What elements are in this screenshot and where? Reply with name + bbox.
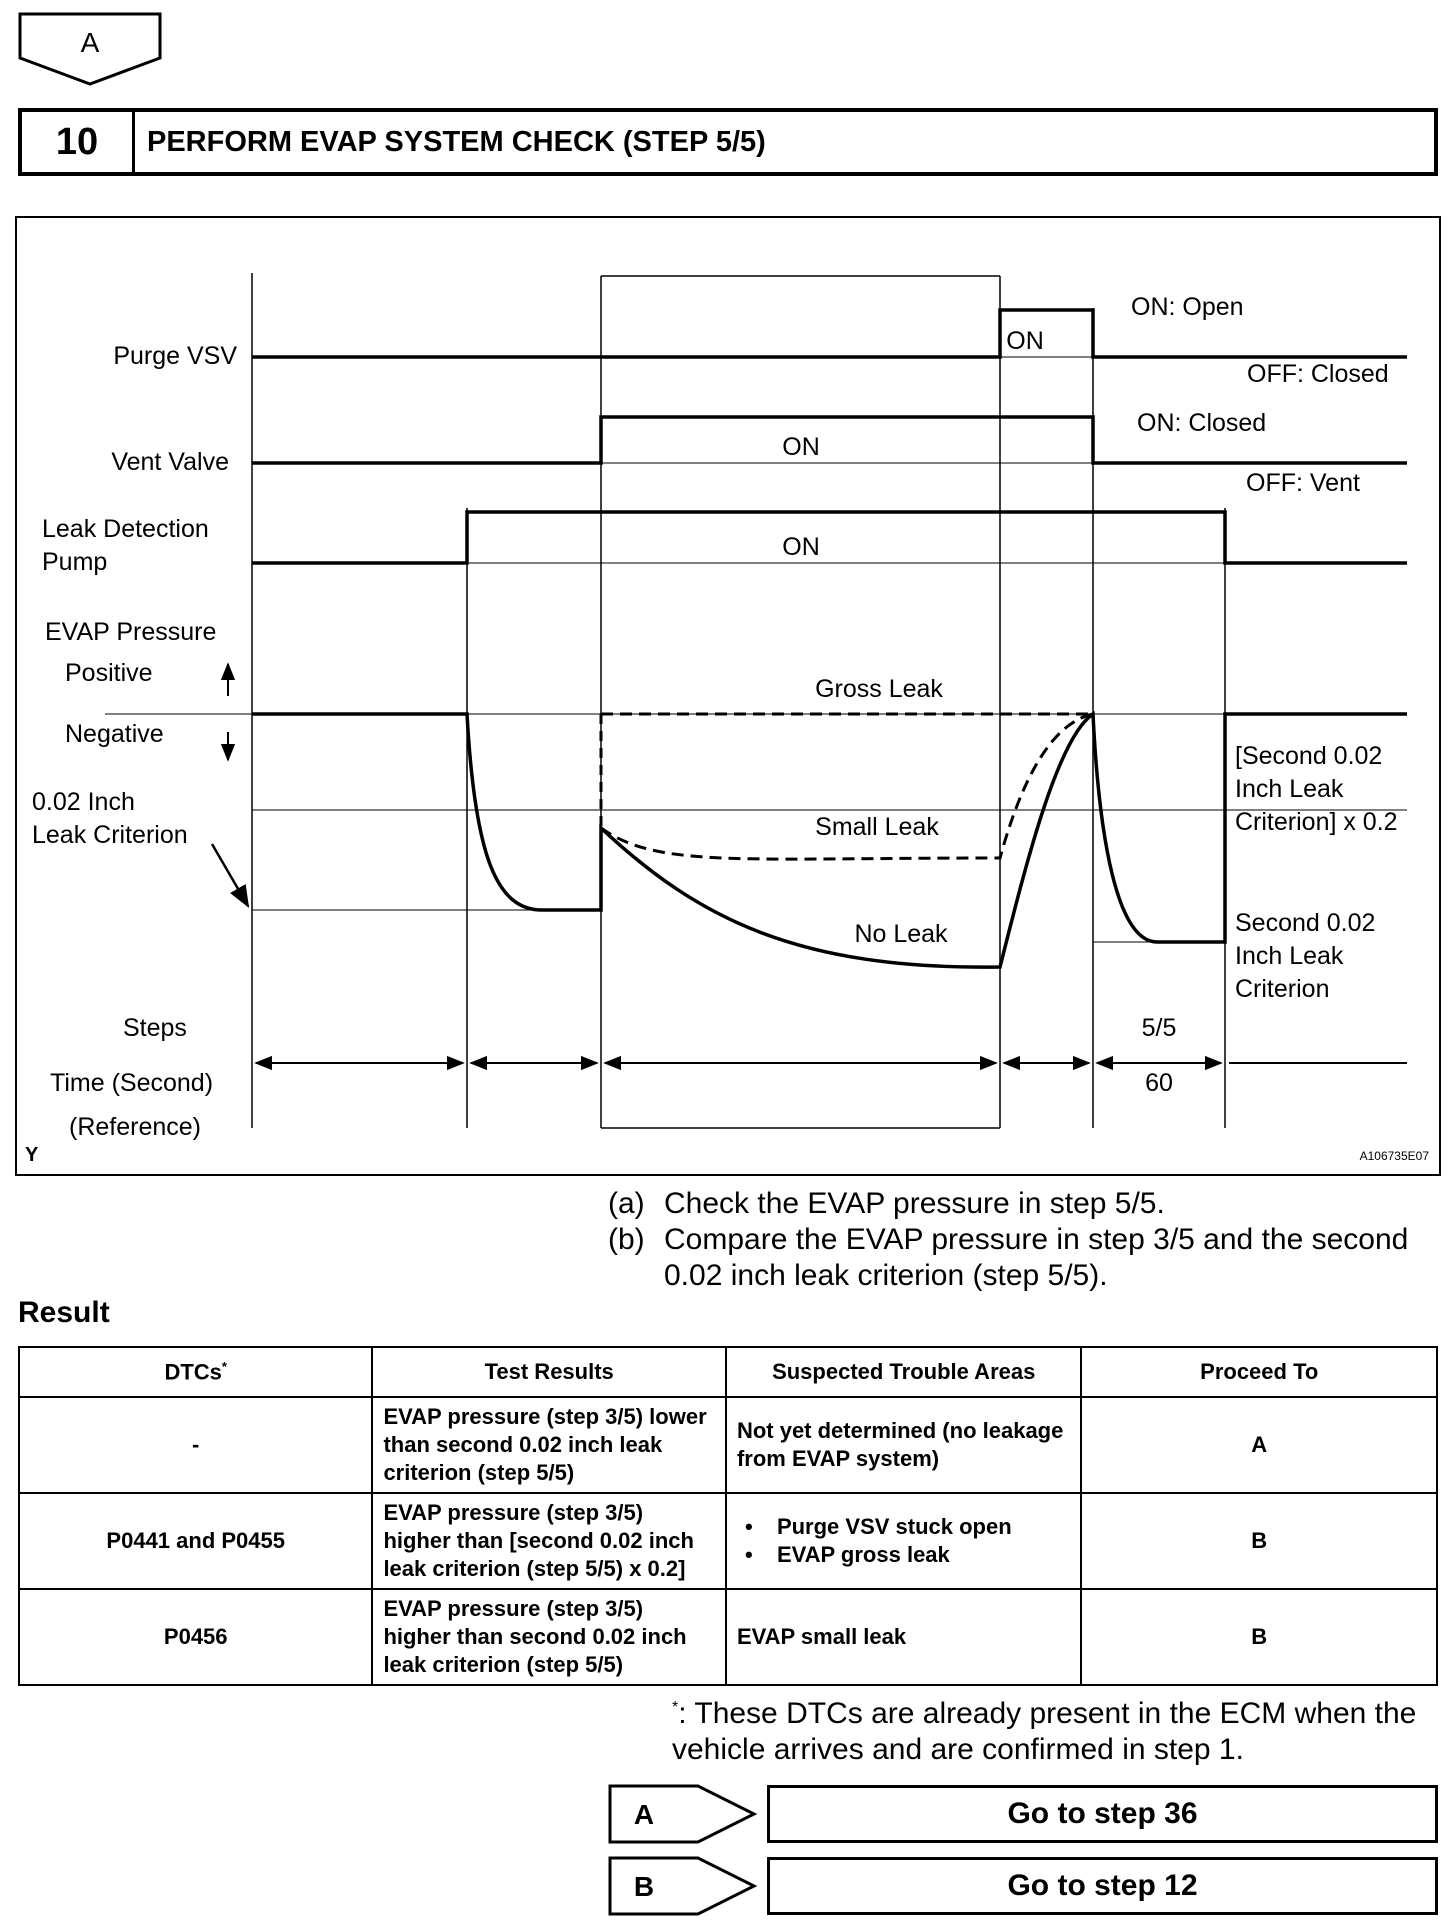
row-proceed: B	[1081, 1589, 1437, 1685]
area-bullet: • EVAP gross leak	[737, 1541, 1071, 1569]
vent-off-vent: OFF: Vent	[1246, 469, 1360, 497]
row-areas	[726, 1493, 1082, 1589]
header-suspected-areas: Suspected Trouble Areas	[726, 1347, 1082, 1397]
footnote	[672, 1690, 1432, 1768]
step-separators	[252, 273, 1225, 1128]
purge-on-label: ON	[1006, 327, 1044, 355]
goto-step-36-button[interactable]: Go to step 36	[767, 1785, 1438, 1843]
instruction-a	[608, 1186, 1424, 1222]
purge-off-closed: OFF: Closed	[1247, 360, 1389, 388]
label-steps: Steps	[123, 1014, 187, 1042]
label-positive: Positive	[65, 659, 153, 687]
second-x02-line2: Inch Leak	[1235, 775, 1344, 803]
label-evap-pressure: EVAP Pressure	[45, 618, 217, 646]
row-area: Not yet determined (no leakage from EVAP system)	[726, 1397, 1082, 1493]
footnote-sup: *	[672, 1699, 679, 1716]
row-dtc: -	[19, 1397, 372, 1493]
row-test: EVAP pressure (step 3/5) higher than second 0.02 inch leak criterion (step 5/5)	[372, 1589, 726, 1685]
instruction-b-label: (b)	[608, 1223, 645, 1256]
second-line1: Second 0.02	[1235, 909, 1376, 937]
row-dtc: P0456	[19, 1589, 372, 1685]
goto-b-label: B	[633, 1871, 655, 1902]
marker-a	[18, 12, 168, 88]
result-title: Result	[18, 1296, 110, 1329]
instruction-a-label: (a)	[608, 1187, 645, 1220]
row-proceed: A	[1081, 1397, 1437, 1493]
area-bullet-list	[737, 1513, 1071, 1569]
row-proceed: B	[1081, 1493, 1437, 1589]
result-table	[18, 1346, 1438, 1686]
label-criterion-line2: Leak Criterion	[32, 821, 188, 849]
goto-a-label: A	[633, 1799, 655, 1830]
second-x02-line1: [Second 0.02	[1235, 742, 1383, 770]
time-value: 60	[1145, 1069, 1173, 1097]
step-value: 5/5	[1141, 1014, 1177, 1042]
instruction-a-text: Check the EVAP pressure in step 5/5.	[664, 1187, 1165, 1220]
row-test: EVAP pressure (step 3/5) higher than [second 0.02 inch leak criterion (step 5/5) x 0.2]	[372, 1493, 726, 1589]
label-time: Time (Second)	[50, 1069, 214, 1097]
label-reference: (Reference)	[69, 1113, 201, 1141]
vent-on-label: ON	[782, 433, 820, 461]
step-header	[18, 108, 1438, 176]
table-header-row	[19, 1347, 1437, 1397]
corner-mark: Y	[25, 1144, 39, 1166]
header-dtcs	[19, 1347, 372, 1397]
purge-on-open: ON: Open	[1131, 293, 1244, 321]
criterion-pointer	[212, 844, 248, 906]
ldp-trace	[252, 512, 1407, 563]
label-criterion-line1: 0.02 Inch	[32, 788, 135, 816]
row-dtc: P0441 and P0455	[19, 1493, 372, 1589]
label-ldp-line2: Pump	[42, 548, 108, 576]
header-dtcs-sup: *	[221, 1358, 227, 1374]
instruction-b-text: Compare the EVAP pressure in step 3/5 and the second 0.02 inch leak criterion (step 5/5).	[664, 1223, 1409, 1292]
goto-step-12-button[interactable]: Go to step 12	[767, 1857, 1438, 1915]
label-negative: Negative	[65, 720, 164, 748]
header-proceed-to: Proceed To	[1081, 1347, 1437, 1397]
label-purge-vsv: Purge VSV	[113, 342, 237, 370]
figure-id: A106735E07	[1359, 1149, 1429, 1163]
second-x02-line3: Criterion] x 0.2	[1235, 808, 1398, 836]
label-ldp-line1: Leak Detection	[42, 515, 209, 543]
marker-a-label: A	[80, 27, 100, 58]
small-leak-label: Small Leak	[815, 813, 939, 841]
goto-b-arrow[interactable]	[608, 1856, 760, 1918]
second-line2: Inch Leak	[1235, 942, 1344, 970]
gross-leak-label: Gross Leak	[815, 675, 943, 703]
table-row	[19, 1397, 1437, 1493]
goto-a-arrow[interactable]	[608, 1784, 760, 1846]
step-number: 10	[22, 112, 135, 172]
row-test: EVAP pressure (step 3/5) lower than second 0.02 inch leak criterion (step 5/5)	[372, 1397, 726, 1493]
second-line3: Criterion	[1235, 975, 1330, 1003]
label-vent-valve: Vent Valve	[111, 448, 229, 476]
header-test-results: Test Results	[372, 1347, 726, 1397]
header-dtcs-text: DTCs	[164, 1359, 222, 1385]
ldp-on-label: ON	[782, 533, 820, 561]
no-leak-label: No Leak	[854, 920, 948, 948]
table-row	[19, 1493, 1437, 1589]
baselines	[105, 357, 1407, 942]
timing-diagram	[15, 216, 1441, 1176]
vent-on-closed: ON: Closed	[1137, 409, 1267, 437]
timing-diagram-svg	[17, 218, 1439, 1174]
footnote-text: : These DTCs are already present in the ECM when the vehicle arrives and are confirmed in step 1.	[672, 1697, 1417, 1766]
instruction-b	[608, 1222, 1424, 1294]
table-row	[19, 1589, 1437, 1685]
step-title: PERFORM EVAP SYSTEM CHECK (STEP 5/5)	[147, 125, 766, 158]
area-bullet: • Purge VSV stuck open	[737, 1513, 1071, 1541]
row-area: EVAP small leak	[726, 1589, 1082, 1685]
